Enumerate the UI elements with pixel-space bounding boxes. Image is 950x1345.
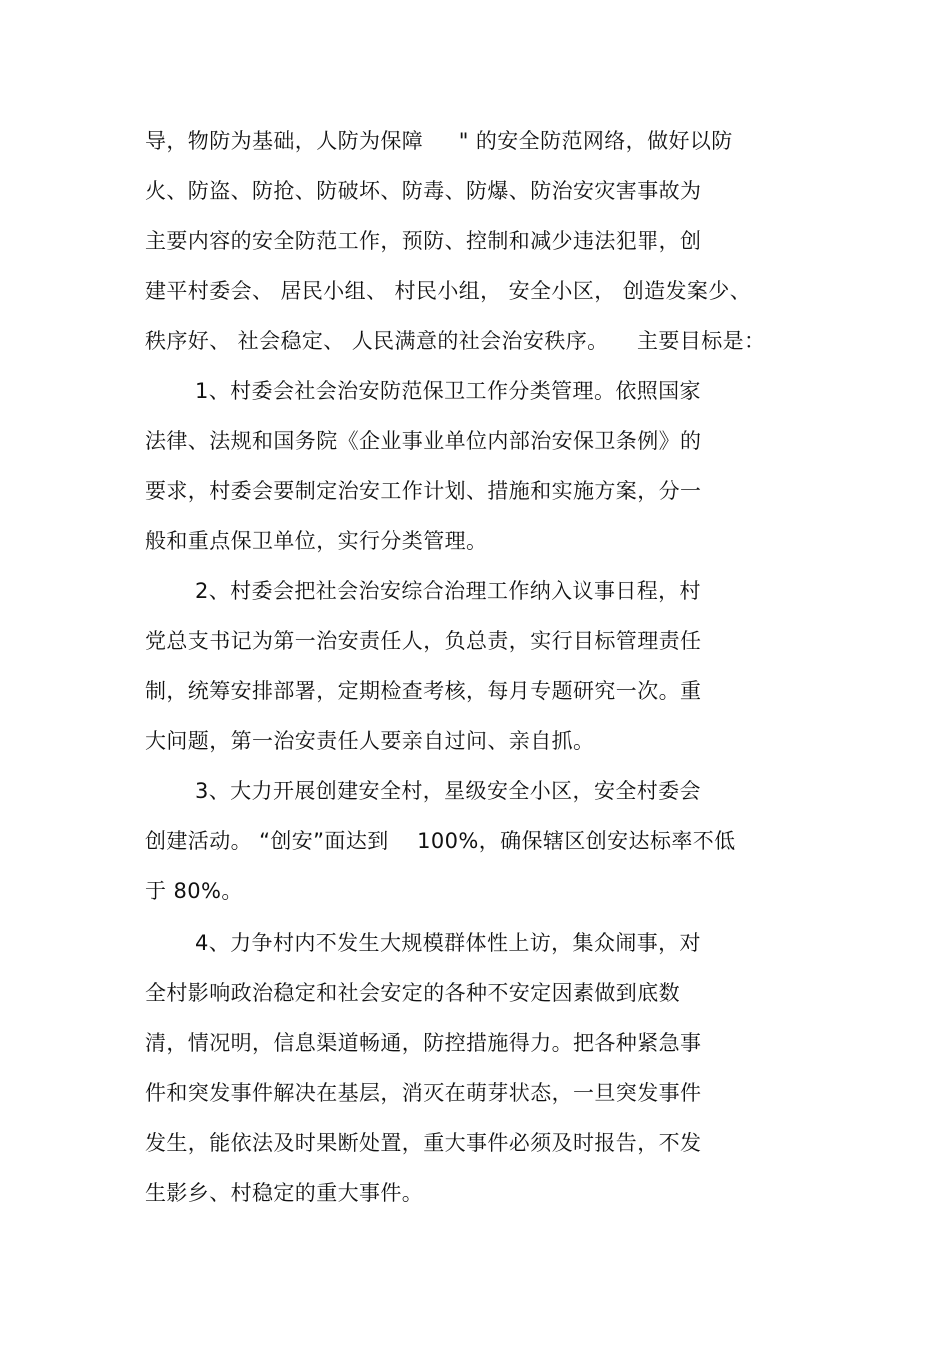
- text-line: 件和突发事件解决在基层，消灭在萌芽状态，一旦突发事件: [145, 1081, 702, 1105]
- text-line: 大问题，第一治安责任人要亲自过问、亲自抓。: [145, 729, 595, 753]
- text-line: 全村影响政治稳定和社会安定的各种不安定因素做到底数: [145, 981, 680, 1005]
- text-line: 秩序好、 社会稳定、 人民满意的社会治安秩序。 主要目标是：: [145, 329, 766, 353]
- list-item-3-first-line: 3、大力开展创建安全村，星级安全小区，安全村委会: [195, 779, 701, 803]
- list-item-4-first-line: 4、力争村内不发生大规模群体性上访，集众闹事，对: [195, 931, 701, 955]
- text-line: 于 80%。: [145, 879, 243, 903]
- text-line: 主要内容的安全防范工作，预防、控制和减少违法犯罪，创: [145, 229, 702, 253]
- text-line: 清，情况明，信息渠道畅通，防控措施得力。把各种紧急事: [145, 1031, 702, 1055]
- text-line: 般和重点保卫单位，实行分类管理。: [145, 529, 488, 553]
- text-line: 生影乡、村稳定的重大事件。: [145, 1181, 424, 1205]
- text-line: 党总支书记为第一治安责任人，负总责，实行目标管理责任: [145, 629, 702, 653]
- text-line: 创建活动。 “创安”面达到 100%，确保辖区创安达标率不低: [145, 829, 736, 853]
- text-line: 要求，村委会要制定治安工作计划、措施和实施方案，分一: [145, 479, 702, 503]
- text-line: 法律、法规和国务院《企业事业单位内部治安保卫条例》的: [145, 429, 702, 453]
- text-line: 火、防盗、防抢、防破坏、防毒、防爆、防治安灾害事故为: [145, 179, 702, 203]
- list-item-2-first-line: 2、村委会把社会治安综合治理工作纳入议事日程，村: [195, 579, 701, 603]
- text-line: 发生，能依法及时果断处置，重大事件必须及时报告，不发: [145, 1131, 702, 1155]
- text-line: 建平村委会、 居民小组、 村民小组， 安全小区， 创造发案少、: [145, 279, 752, 303]
- text-line: 制，统筹安排部署，定期检查考核，每月专题研究一次。重: [145, 679, 702, 703]
- text-line: 导，物防为基础，人防为保障 " 的安全防范网络，做好以防: [145, 129, 733, 153]
- list-item-1-first-line: 1、村委会社会治安防范保卫工作分类管理。依照国家: [195, 379, 701, 403]
